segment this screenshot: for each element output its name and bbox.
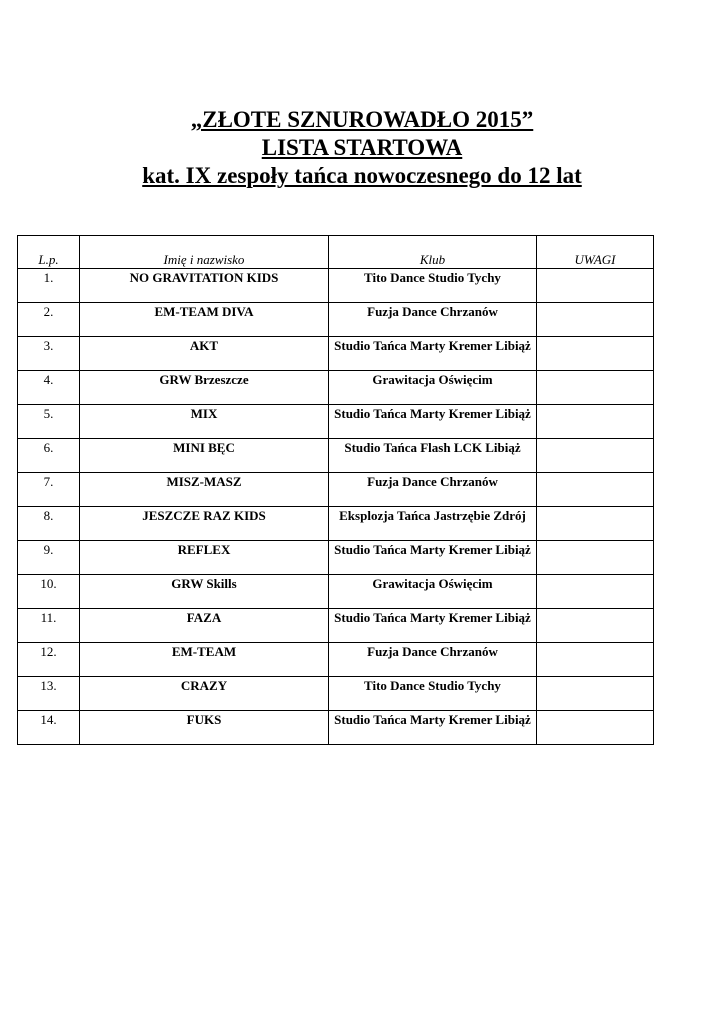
table-row [18,439,654,473]
table-row [18,711,654,745]
table-row [18,337,654,371]
cell-club: Fuzja Dance Chrzanów [329,303,537,337]
cell-lp: 11. [18,609,80,643]
cell-notes [537,643,654,677]
table-header-row [18,236,654,269]
cell-notes [537,541,654,575]
table-row [18,473,654,507]
cell-lp: 4. [18,371,80,405]
cell-lp: 7. [18,473,80,507]
cell-lp: 1. [18,269,80,303]
cell-lp: 10. [18,575,80,609]
table-row [18,677,654,711]
cell-club: Tito Dance Studio Tychy [329,269,537,303]
cell-club: Studio Tańca Marty Kremer Libiąż [329,609,537,643]
cell-lp: 8. [18,507,80,541]
header-notes: UWAGI [537,236,654,269]
cell-team-name: FUKS [80,711,329,745]
cell-notes [537,507,654,541]
cell-club: Grawitacja Oświęcim [329,371,537,405]
cell-lp: 5. [18,405,80,439]
cell-notes [537,337,654,371]
cell-club: Tito Dance Studio Tychy [329,677,537,711]
cell-team-name: FAZA [80,609,329,643]
cell-notes [537,269,654,303]
cell-lp: 14. [18,711,80,745]
cell-club: Fuzja Dance Chrzanów [329,473,537,507]
table-row [18,405,654,439]
table-row [18,371,654,405]
cell-lp: 12. [18,643,80,677]
cell-club: Eksplozja Tańca Jastrzębie Zdrój [329,507,537,541]
document-header [0,106,724,190]
cell-notes [537,711,654,745]
table-body [18,269,654,745]
cell-notes [537,575,654,609]
document-title: „ZŁOTE SZNUROWADŁO 2015” [190,107,534,132]
cell-notes [537,303,654,337]
cell-team-name: JESZCZE RAZ KIDS [80,507,329,541]
cell-team-name: CRAZY [80,677,329,711]
table-row [18,643,654,677]
header-lp: L.p. [18,236,80,269]
cell-notes [537,473,654,507]
cell-lp: 3. [18,337,80,371]
cell-notes [537,609,654,643]
cell-team-name: MISZ-MASZ [80,473,329,507]
cell-club: Grawitacja Oświęcim [329,575,537,609]
table-row [18,507,654,541]
cell-club: Fuzja Dance Chrzanów [329,643,537,677]
document-subtitle: LISTA STARTOWA [261,135,463,160]
start-list-table [17,235,654,745]
cell-club: Studio Tańca Marty Kremer Libiąż [329,405,537,439]
cell-team-name: EM-TEAM [80,643,329,677]
cell-lp: 6. [18,439,80,473]
cell-club: Studio Tańca Marty Kremer Libiąż [329,711,537,745]
table-row [18,269,654,303]
cell-team-name: MINI BĘC [80,439,329,473]
cell-notes [537,371,654,405]
table-row [18,303,654,337]
table-row [18,609,654,643]
cell-notes [537,677,654,711]
cell-team-name: EM-TEAM DIVA [80,303,329,337]
cell-lp: 9. [18,541,80,575]
cell-notes [537,439,654,473]
cell-team-name: NO GRAVITATION KIDS [80,269,329,303]
cell-club: Studio Tańca Flash LCK Libiąż [329,439,537,473]
cell-notes [537,405,654,439]
header-club: Klub [329,236,537,269]
category-title: kat. IX zespoły tańca nowoczesnego do 12 lat [142,163,582,188]
table-row [18,575,654,609]
cell-team-name: MIX [80,405,329,439]
table-row [18,541,654,575]
cell-club: Studio Tańca Marty Kremer Libiąż [329,541,537,575]
cell-team-name: GRW Brzeszcze [80,371,329,405]
cell-lp: 13. [18,677,80,711]
cell-team-name: REFLEX [80,541,329,575]
cell-team-name: GRW Skills [80,575,329,609]
cell-lp: 2. [18,303,80,337]
header-name: Imię i nazwisko [80,236,329,269]
cell-team-name: AKT [80,337,329,371]
cell-club: Studio Tańca Marty Kremer Libiąż [329,337,537,371]
